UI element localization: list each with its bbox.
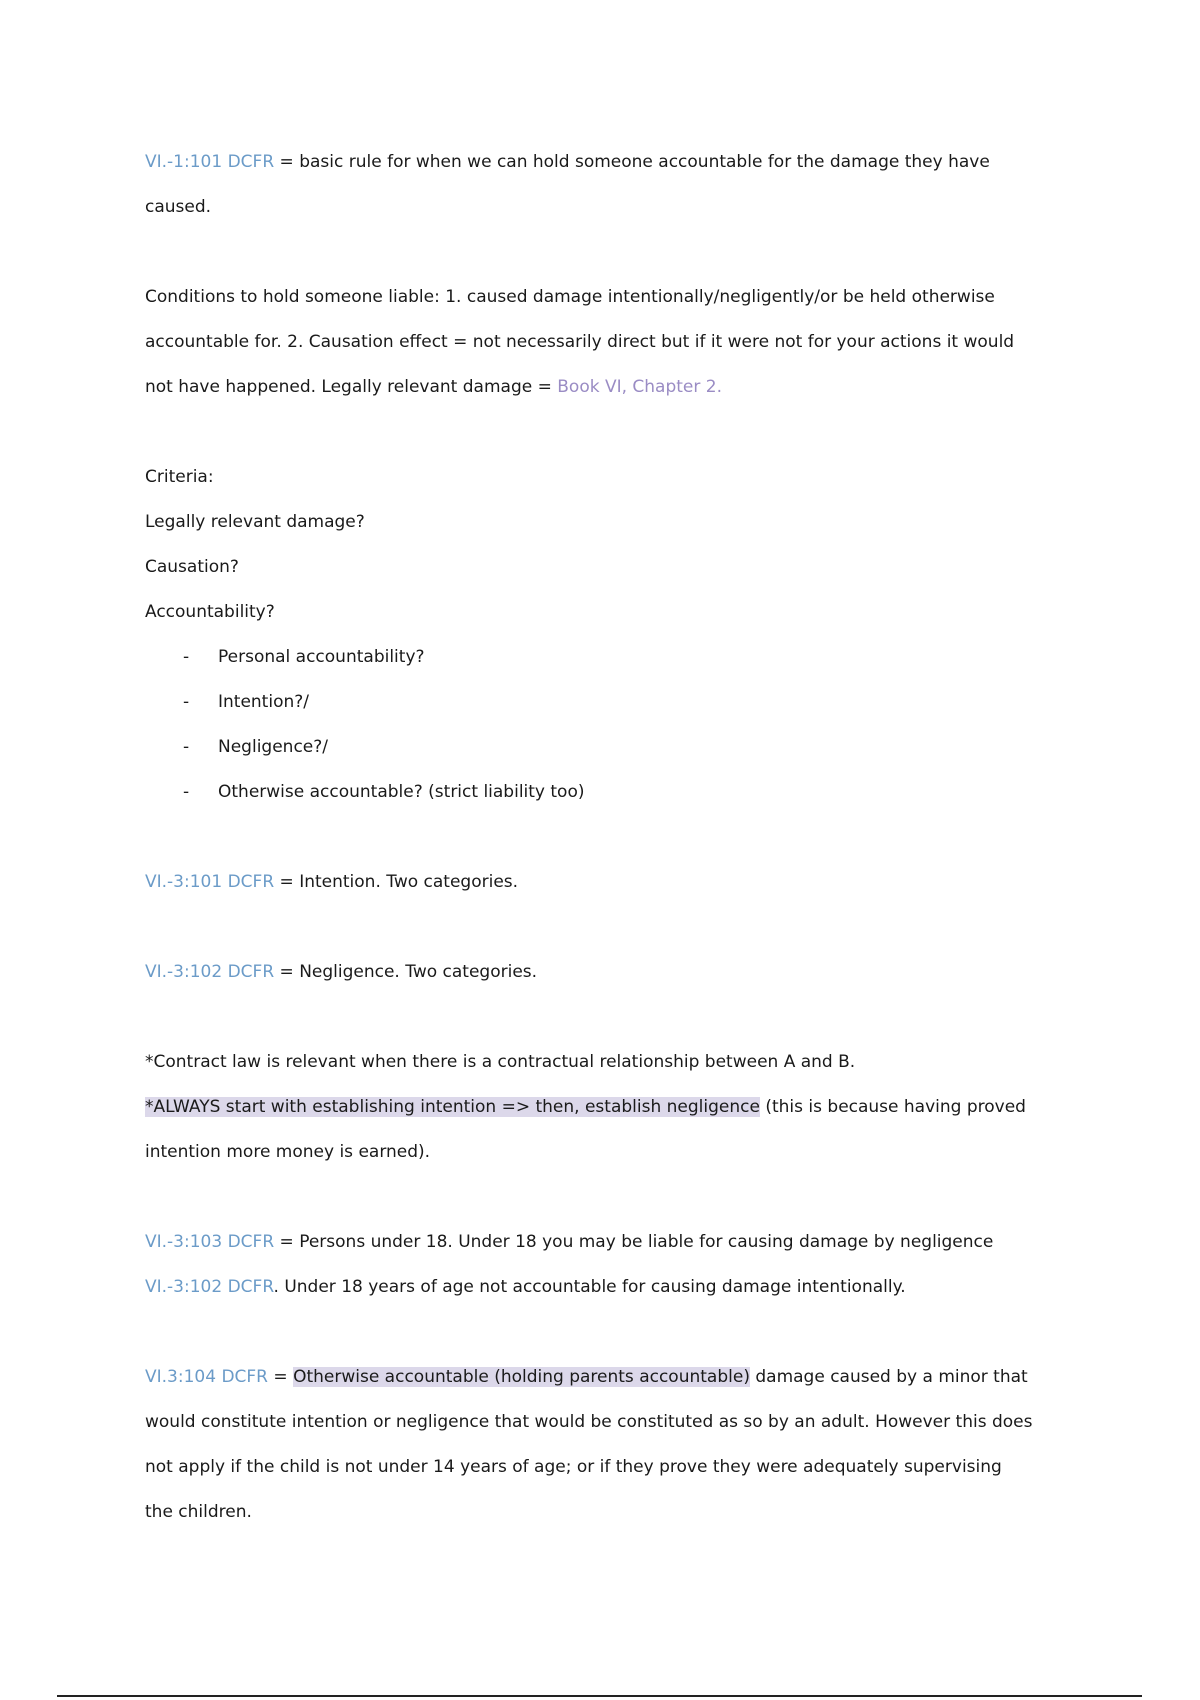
bullet-dash: -: [183, 737, 190, 757]
accountability-bullet-list: [145, 635, 1075, 815]
paragraph-text: would constitute intention or negligence that would be constituted as so by an adult. However this does: [145, 1412, 1033, 1432]
paragraph-text: = Intention. Two categories.: [274, 872, 519, 892]
paragraph-text: not apply if the child is not under 14 years of age; or if they prove they were adequately supervising: [145, 1457, 1002, 1477]
list-item: [183, 725, 1075, 770]
paragraph-text: caused.: [145, 197, 212, 217]
list-item: [183, 635, 1075, 680]
list-item-text: Intention?/: [218, 692, 310, 712]
reference-link-vi-1-101[interactable]: VI.-1:101 DCFR: [145, 152, 275, 172]
reference-link-vi-3-102[interactable]: VI.-3:102 DCFR: [145, 962, 275, 982]
criteria-item: Accountability?: [145, 602, 275, 622]
paragraph-conditions: [145, 275, 1075, 410]
paragraph-text: =: [268, 1367, 294, 1387]
reference-link-book-vi-chapter-2[interactable]: Book VI, Chapter 2.: [557, 377, 723, 397]
list-item-text: Personal accountability?: [218, 647, 425, 667]
list-item-text: Negligence?/: [218, 737, 328, 757]
bullet-dash: -: [183, 782, 190, 802]
paragraph-text: intention more money is earned).: [145, 1142, 431, 1162]
paragraph-persons-under-18: [145, 1220, 1075, 1310]
bullet-dash: -: [183, 692, 190, 712]
paragraph-text: = Negligence. Two categories.: [274, 962, 538, 982]
paragraph-text: = basic rule for when we can hold someone accountable for the damage they have: [274, 152, 990, 172]
list-item: [183, 680, 1075, 725]
paragraph-text: . Under 18 years of age not accountable for causing damage intentionally.: [273, 1277, 906, 1297]
paragraph-intention: [145, 860, 1075, 905]
paragraph-text: *Contract law is relevant when there is a contractual relationship between A and B.: [145, 1052, 856, 1072]
paragraph-basic-rule: [145, 140, 1075, 230]
paragraph-negligence: [145, 950, 1075, 995]
paragraph-text: accountable for. 2. Causation effect = not necessarily direct but if it were not for your actions it would: [145, 332, 1015, 352]
bullet-dash: -: [183, 647, 190, 667]
paragraph-text: (this is because having proved: [759, 1097, 1026, 1117]
paragraph-text: damage caused by a minor that: [749, 1367, 1028, 1387]
paragraph-text: not have happened. Legally relevant damage =: [145, 377, 558, 397]
criteria-section: [145, 455, 1075, 815]
paragraph-text: Conditions to hold someone liable: 1. caused damage intentionally/negligently/or be held otherwise: [145, 287, 995, 307]
page-bottom-divider: [57, 1695, 1142, 1697]
reference-link-vi-3-103[interactable]: VI.-3:103 DCFR: [145, 1232, 275, 1252]
criteria-item: Legally relevant damage?: [145, 512, 365, 532]
document-body: [145, 140, 1075, 1580]
highlighted-text: *ALWAYS start with establishing intention => then, establish negligence: [145, 1097, 760, 1117]
list-item-text: Otherwise accountable? (strict liability too): [218, 782, 585, 802]
criteria-heading: Criteria:: [145, 467, 214, 487]
paragraph-text: = Persons under 18. Under 18 you may be liable for causing damage by negligence: [274, 1232, 994, 1252]
criteria-item: Causation?: [145, 557, 239, 577]
paragraph-contract-law-notes: [145, 1040, 1075, 1175]
reference-link-vi-3-101[interactable]: VI.-3:101 DCFR: [145, 872, 275, 892]
paragraph-otherwise-accountable: [145, 1355, 1075, 1535]
list-item: [183, 770, 1075, 815]
reference-link-vi-3-102[interactable]: VI.-3:102 DCFR: [145, 1277, 274, 1297]
paragraph-text: the children.: [145, 1502, 252, 1522]
highlighted-text: Otherwise accountable (holding parents accountable): [293, 1367, 750, 1387]
reference-link-vi-3-104[interactable]: VI.3:104 DCFR: [145, 1367, 268, 1387]
